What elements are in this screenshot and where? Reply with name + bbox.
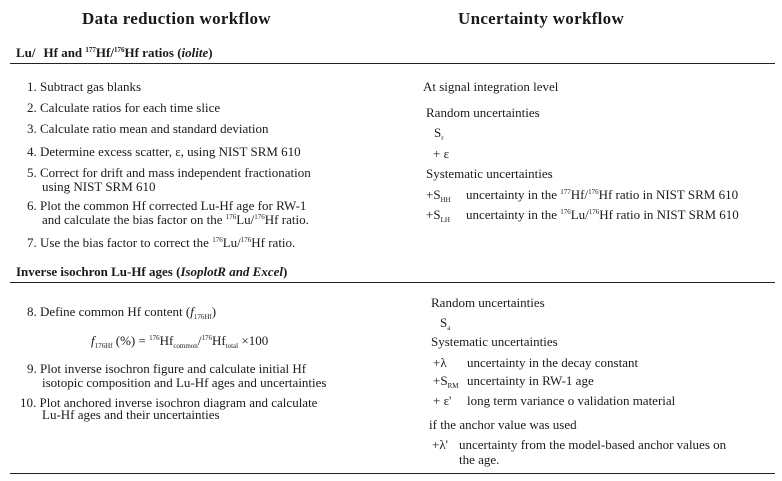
header-data-reduction: Data reduction workflow xyxy=(82,9,271,28)
signal-integration-level: At signal integration level xyxy=(423,79,559,94)
step-9-line2: isotopic composition and Lu-Hf ages and uncertainties xyxy=(42,375,327,390)
formula-f176hf: $f_{176Hf}$ (%) = $^{176}Hf_{common}/^{176}Hf_{total} \times 100$ xyxy=(91,333,269,350)
lambda-prime-term-line2: the age. xyxy=(459,452,500,467)
step-10-line2: Lu-Hf ages and their uncertainties xyxy=(42,407,220,422)
random-uncertainties-1: Random uncertainties xyxy=(426,105,540,120)
step-4: 4. Determine excess scatter, ε, using NIST SRM 610 xyxy=(27,144,301,159)
step-7: 7. Use the bias factor to correct the $^{176}$Lu/$^{176}$Hf ratio. xyxy=(27,235,296,250)
step-5-line2: using NIST SRM 610 xyxy=(42,179,156,194)
bottom-divider xyxy=(10,473,775,474)
step-1: 1. Subtract gas blanks xyxy=(27,79,142,94)
systematic-uncertainties-2: Systematic uncertainties xyxy=(431,334,558,349)
lambda-term: +λ uncertainty in the decay constant xyxy=(433,355,639,370)
s-hh-term: $+S_{HH}$ uncertainty in the $^{177}$Hf/$^{176}$Hf ratio in NIST SRM 610 xyxy=(426,187,739,204)
lambda-prime-term: +λ' uncertainty from the model-based anchor values on xyxy=(432,437,727,452)
step-3: 3. Calculate ratio mean and standard deviation xyxy=(27,121,269,136)
section1-title: Lu/ Hf and $^{177}$Hf/$^{176}$Hf ratios (iolite) xyxy=(16,45,213,60)
step-6-line2: and calculate the bias factor on the $^{176}$Lu/$^{176}$Hf ratio. xyxy=(42,212,309,227)
s-rm-term: $+S_{RM}$ uncertainty in RW-1 age xyxy=(433,373,594,390)
epsilon-prime-term: + ε' long term variance o validation material xyxy=(433,393,676,408)
section2-divider xyxy=(10,282,775,283)
random-uncertainties-2: Random uncertainties xyxy=(431,295,545,310)
step-2: 2. Calculate ratios for each time slice xyxy=(27,100,221,115)
step-6-line1: 6. Plot the common Hf corrected Lu-Hf age for RW-1 xyxy=(27,198,307,213)
s-lh-term: $+S_{LH}$ uncertainty in the $^{176}$Lu/$^{176}$Hf ratio in NIST SRM 610 xyxy=(426,207,739,224)
section2-title: Inverse isochron Lu-Hf ages (IsoplotR and Excel) xyxy=(16,264,288,279)
step-10-line1: 10. Plot anchored inverse isochron diagram and calculate xyxy=(20,395,318,410)
systematic-uncertainties-1: Systematic uncertainties xyxy=(426,166,553,181)
section1-divider xyxy=(10,63,775,64)
header-uncertainty: Uncertainty workflow xyxy=(458,9,625,28)
step-8: 8. Define common Hf content $(f_{176Hf})$ xyxy=(27,304,217,321)
s-r-term: $S_r$ xyxy=(434,125,444,142)
step-5-line1: 5. Correct for drift and mass independent fractionation xyxy=(27,165,311,180)
anchor-condition: if the anchor value was used xyxy=(429,417,577,432)
plus-epsilon: + ε xyxy=(433,146,450,161)
step-9-line1: 9. Plot inverse isochron figure and calculate initial Hf xyxy=(27,361,307,376)
s-a-term: $S_a$ xyxy=(440,315,451,332)
